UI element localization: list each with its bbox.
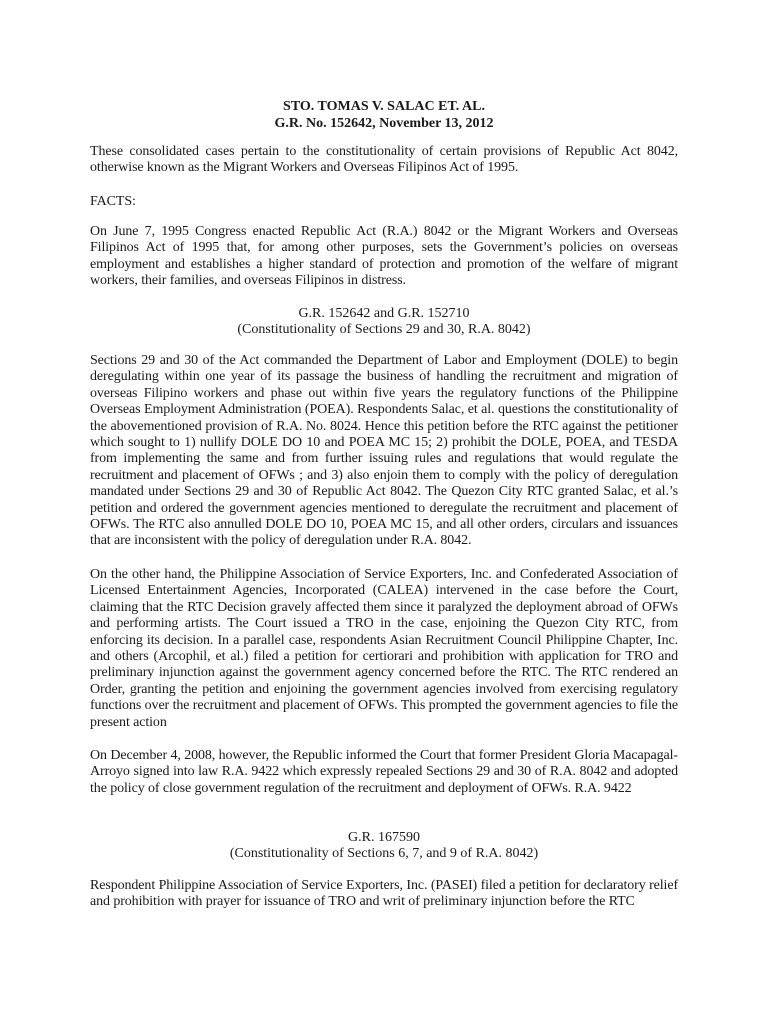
case-title: STO. TOMAS V. SALAC ET. AL. [283,99,485,114]
section1-paragraph-3: On December 4, 2008, however, the Republic informed the Court that former President Gloria Macapagal-Arroyo signed into law R.A. 9422 which expressly repealed Sections 29 and 30 of R.A. 8042 and adopted the policy of close government regulation of the recruitment and deployment of OFWs. R.A. 9422 [90,748,678,796]
document-title [90,98,678,132]
facts-heading: FACTS: [90,194,136,209]
section2-heading-case: G.R. 167590 [348,830,420,845]
section1-paragraph-2: On the other hand, the Philippine Association of Service Exporters, Inc. and Confederated Association of Licensed Entertainment Agencies, Incorporated (CALEA) intervened in the case before the Court, claiming that the RTC Decision gravely affected them since it paralyzed the deployment abroad of OFWs and performing artists. The Court issued a TRO in the case, enjoining the Quezon City RTC, from enforcing its decision. In a parallel case, respondents Asian Recruitment Council Philippine Chapter, Inc. and others (Arcophil, et al.) filed a petition for certiorari and prohibition with application for TRO and preliminary injunction against the government agency concerned before the RTC. The RTC rendered an Order, granting the petition and enjoining the government agencies involved from exercising regulatory functions over the recruitment and placement of OFWs. This prompted the government agencies to file the present action [90,567,678,730]
section2-heading [90,830,678,863]
intro-paragraph: These consolidated cases pertain to the constitutionality of certain provisions of Republic Act 8042, otherwise known as the Migrant Workers and Overseas Filipinos Act of 1995. [90,144,678,176]
section1-heading-subject: (Constitutionality of Sections 29 and 30, R.A. 8042) [237,322,531,338]
section1-heading [90,306,678,339]
section1-heading-case: G.R. 152642 and G.R. 152710 [298,306,470,321]
case-citation: G.R. No. 152642, November 13, 2012 [274,116,494,131]
section1-paragraph-1: Sections 29 and 30 of the Act commanded the Department of Labor and Employment (DOLE) to begin deregulating within one year of its passage the business of handling the recruitment and migration of overseas Filipino workers and phase out within five years the regulatory functions of the Philippine Overseas Employment Administration (POEA). Respondents Salac, et al. questions the constitutionality of the abovementioned provision of R.A. No. 8024. Hence this petition before the RTC against the petitioner which sought to 1) nullify DOLE DO 10 and POEA MC 15; 2) prohibit the DOLE, POEA, and TESDA from implementing the same and from further issuing rules and regulations that would regulate the recruitment and placement of OFWs ; and 3) also enjoin them to comply with the policy of deregulation mandated under Sections 29 and 30 of Republic Act 8042. The Quezon City RTC granted Salac, et al.’s petition and ordered the government agencies mentioned to deregulate the recruitment and placement of OFWs. The RTC also annulled DOLE DO 10, POEA MC 15, and all other orders, circulars and issuances that are inconsistent with the policy of deregulation under R.A. 8042. [90,353,678,549]
section2-paragraph-1: Respondent Philippine Association of Service Exporters, Inc. (PASEI) filed a petition for declaratory relief and prohibition with prayer for issuance of TRO and writ of preliminary injunction before the RTC [90,878,678,910]
facts-paragraph: On June 7, 1995 Congress enacted Republic Act (R.A.) 8042 or the Migrant Workers and Overseas Filipinos Act of 1995 that, for among other purposes, sets the Government’s policies on overseas employment and establishes a higher standard of protection and promotion of the welfare of migrant workers, their families, and overseas Filipinos in distress. [90,224,678,289]
section2-heading-subject: (Constitutionality of Sections 6, 7, and 9 of R.A. 8042) [229,846,539,862]
